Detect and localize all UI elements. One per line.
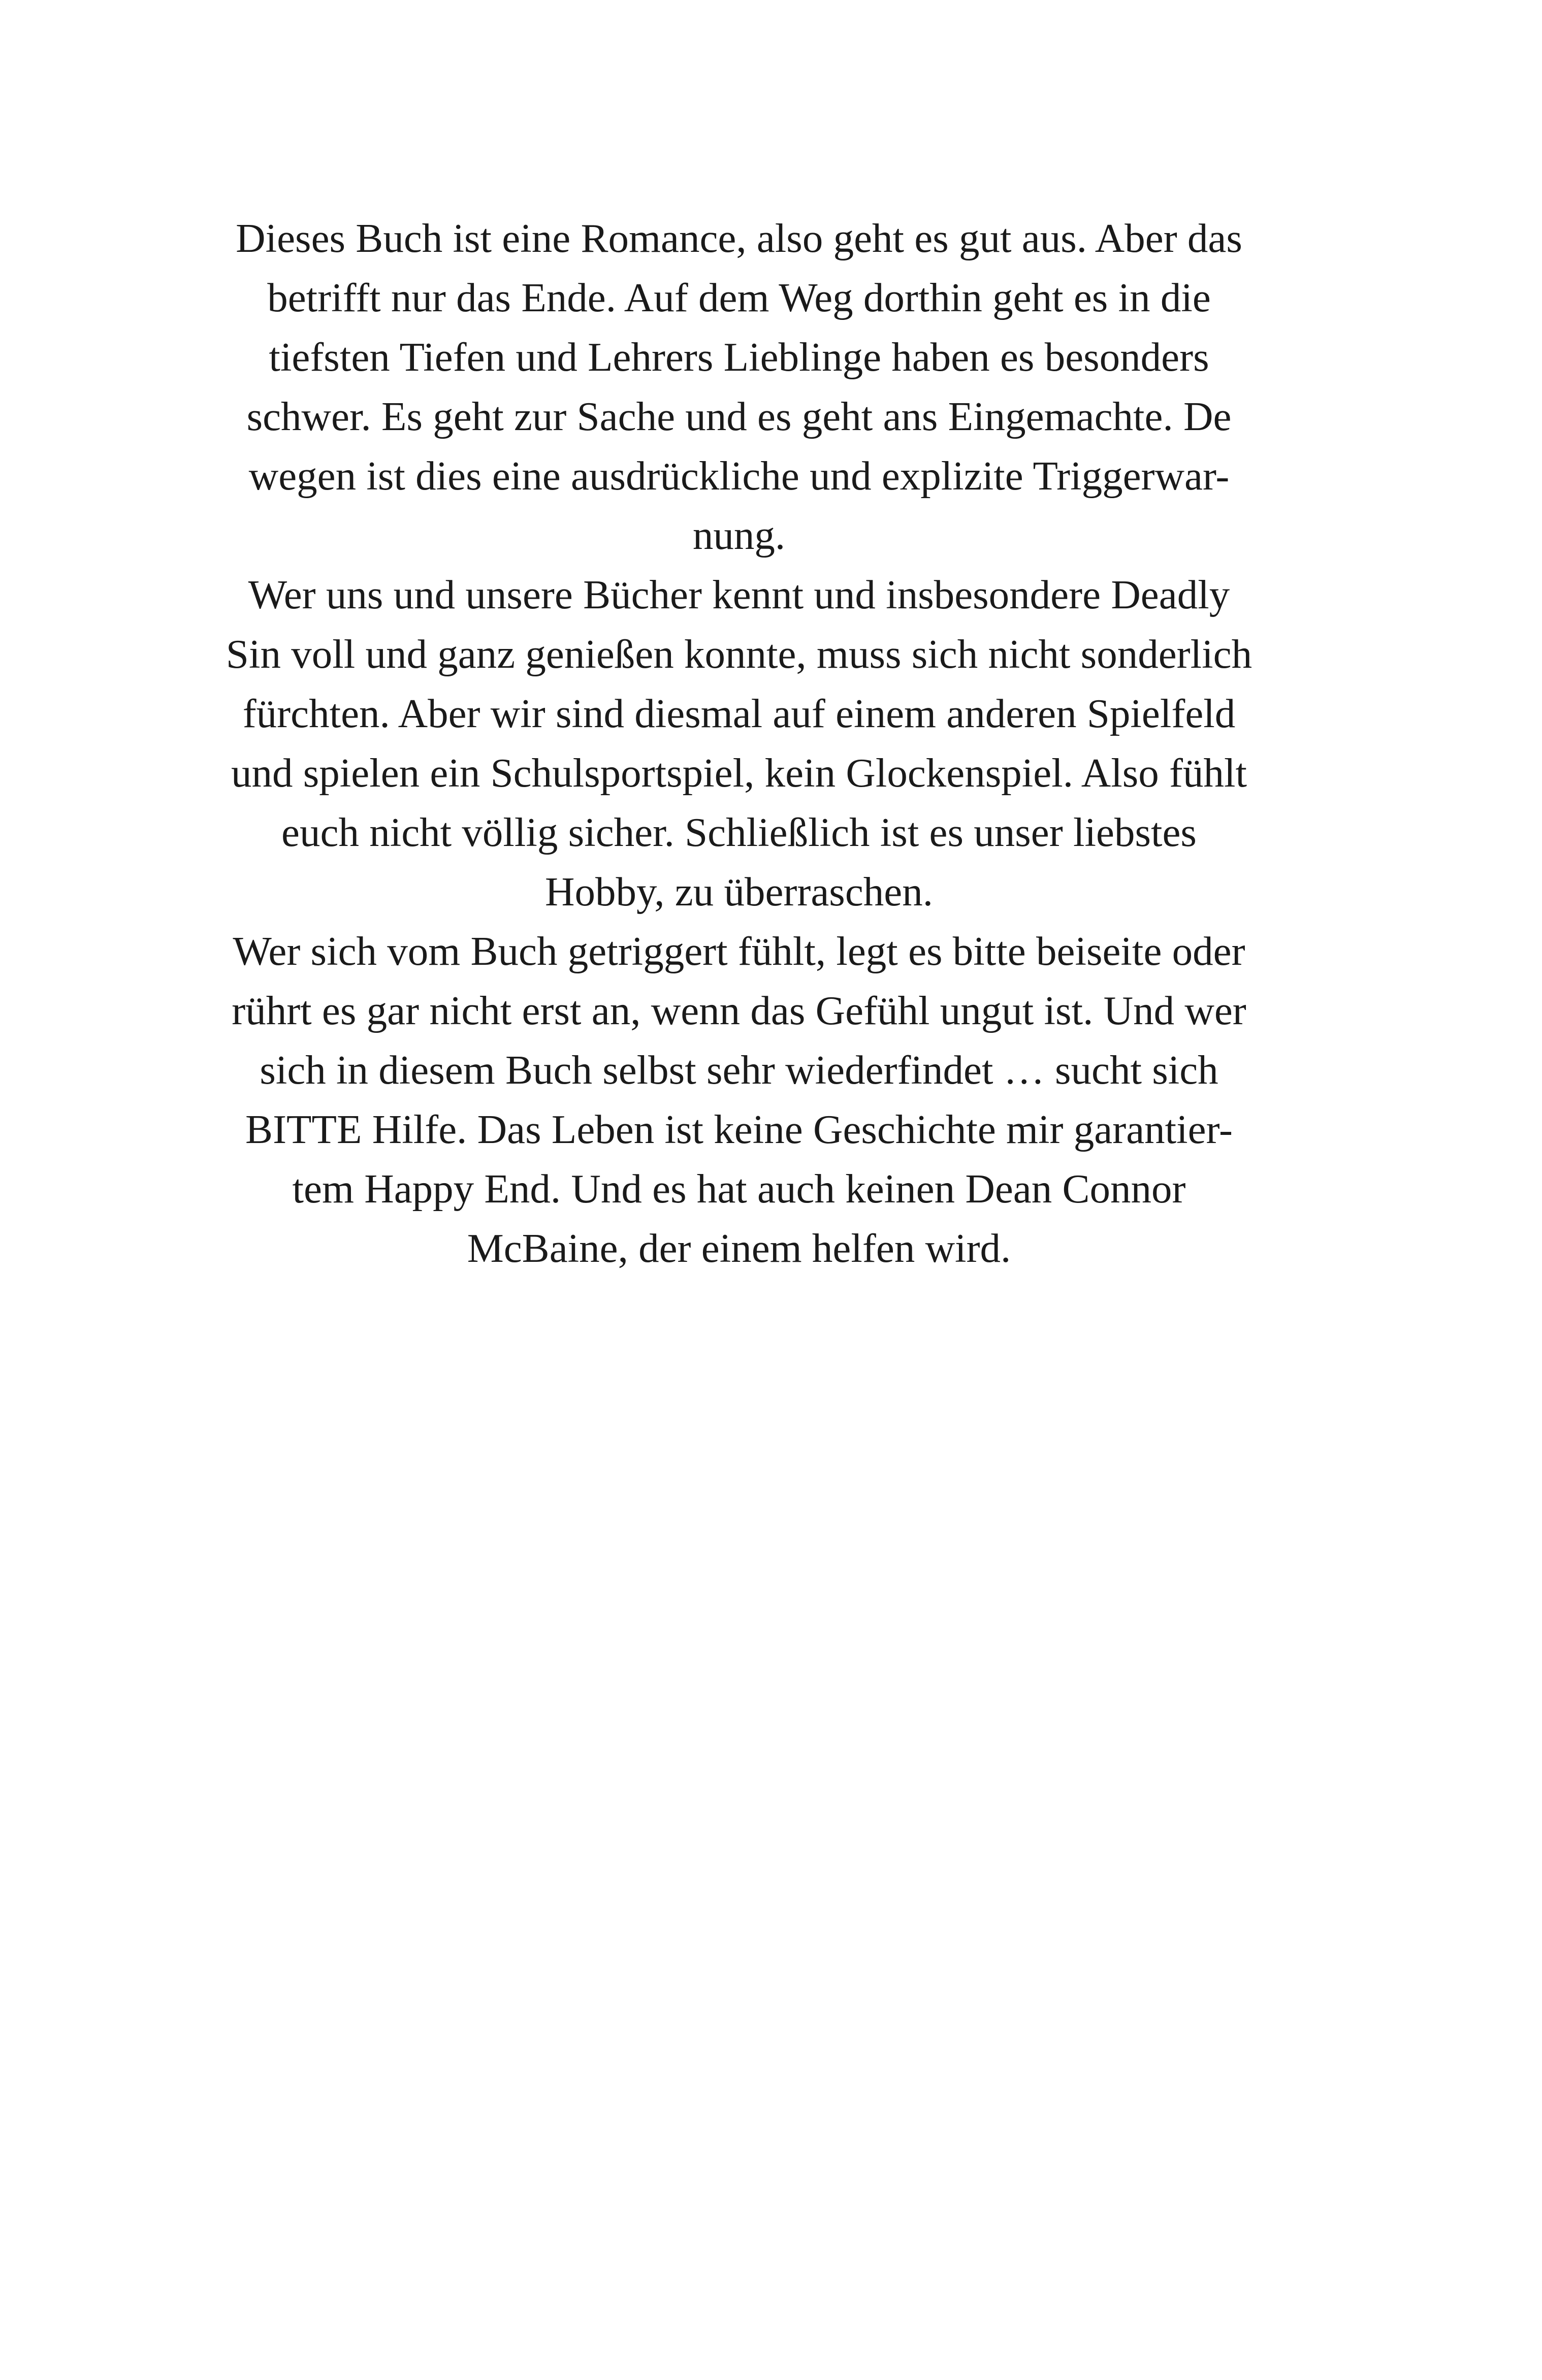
text-line: betrifft nur das Ende. Auf dem Weg dorthin geht es in die bbox=[267, 275, 1211, 320]
text-line: McBaine, der einem helfen wird. bbox=[467, 1225, 1011, 1271]
text-line: Dieses Buch ist eine Romance, also geht es gut aus. Aber das bbox=[236, 215, 1242, 261]
text-line: tem Happy End. Und es hat auch keinen Dean Connor bbox=[292, 1166, 1186, 1212]
text-line: Hobby, zu überraschen. bbox=[545, 869, 933, 915]
text-line: schwer. Es geht zur Sache und es geht ans Eingemachte. De bbox=[246, 394, 1232, 439]
paragraph-3 bbox=[180, 922, 1298, 1278]
paragraph-1 bbox=[180, 209, 1298, 565]
text-line: wegen ist dies eine ausdrückliche und explizite Triggerwar- bbox=[248, 453, 1230, 499]
paragraph-2 bbox=[180, 565, 1298, 922]
text-line: sich in diesem Buch selbst sehr wiederfindet … sucht sich bbox=[260, 1047, 1218, 1093]
text-line: nung. bbox=[692, 512, 786, 558]
text-line: euch nicht völlig sicher. Schließlich ist es unser liebstes bbox=[281, 809, 1197, 855]
text-line: Sin voll und ganz genießen konnte, muss sich nicht sonderlich bbox=[226, 631, 1252, 677]
trigger-warning-text bbox=[180, 209, 1298, 1278]
text-line: tiefsten Tiefen und Lehrers Lieblinge haben es besonders bbox=[269, 334, 1209, 380]
text-line: und spielen ein Schulsportspiel, kein Glockenspiel. Also fühlt bbox=[231, 750, 1247, 796]
text-line: Wer uns und unsere Bücher kennt und insbesondere Deadly bbox=[248, 572, 1230, 617]
text-line: Wer sich vom Buch getriggert fühlt, legt es bitte beiseite oder bbox=[233, 928, 1245, 974]
text-line: BITTE Hilfe. Das Leben ist keine Geschichte mir garantier- bbox=[245, 1106, 1233, 1152]
text-line: fürchten. Aber wir sind diesmal auf einem anderen Spielfeld bbox=[242, 691, 1236, 736]
text-line: rührt es gar nicht erst an, wenn das Gefühl ungut ist. Und wer bbox=[232, 988, 1246, 1033]
